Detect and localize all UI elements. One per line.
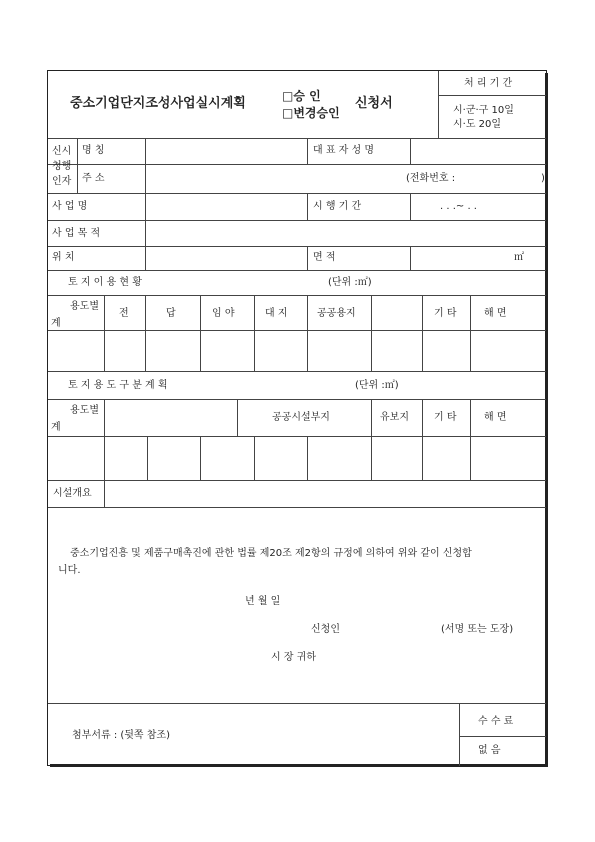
area-unit: ㎡ xyxy=(514,252,524,263)
divider xyxy=(104,295,105,371)
phone-label: (전화번호 : xyxy=(406,173,456,184)
processing-period-province: 시·도 20일 xyxy=(453,119,502,130)
divider xyxy=(422,295,423,371)
applicant-group-label: 신시 xyxy=(52,146,72,157)
divider xyxy=(438,95,546,96)
land-plan-section-title: 토 지 용 도 구 분 계 획 xyxy=(68,380,168,391)
signature-or-seal-label: (서명 또는 도장) xyxy=(441,624,514,635)
implementation-period-label: 시 행 기 간 xyxy=(313,201,362,212)
project-name-field[interactable] xyxy=(147,195,305,218)
divider xyxy=(77,138,78,193)
divider xyxy=(459,703,460,766)
land-use-column-header: 공공용지 xyxy=(317,308,356,319)
form-title-suffix: 신청서 xyxy=(355,96,393,111)
approval-checkbox-option[interactable]: □승 인 xyxy=(282,89,321,103)
divider xyxy=(422,399,423,480)
divider xyxy=(307,246,308,270)
divider xyxy=(237,399,238,436)
divider xyxy=(48,138,546,139)
application-date: 년 월 일 xyxy=(245,596,281,607)
divider xyxy=(48,371,546,372)
land-plan-column-header: 기 타 xyxy=(434,412,457,423)
divider xyxy=(200,436,201,480)
project-purpose-label: 사 업 목 적 xyxy=(52,228,101,239)
divider xyxy=(145,295,146,371)
divider xyxy=(48,507,546,508)
facility-overview-field[interactable] xyxy=(106,482,544,505)
area-label: 면 적 xyxy=(313,252,336,263)
location-field[interactable] xyxy=(147,248,305,268)
land-plan-header-top: 용도별 xyxy=(70,405,99,416)
divider xyxy=(48,193,546,194)
divider xyxy=(470,399,471,480)
address-field[interactable] xyxy=(147,166,402,191)
divider xyxy=(200,295,201,371)
company-name-field[interactable] xyxy=(147,140,305,162)
form-shadow-bottom xyxy=(50,764,548,767)
applicant-group-label: 청행 xyxy=(52,161,72,172)
representative-name-field[interactable] xyxy=(412,140,544,162)
divider xyxy=(438,71,439,138)
divider xyxy=(145,138,146,270)
land-use-column-header: 기 타 xyxy=(434,308,457,319)
divider xyxy=(48,436,546,437)
divider xyxy=(48,399,546,400)
divider xyxy=(48,330,546,331)
divider xyxy=(48,703,546,704)
fee-value: 없 음 xyxy=(478,745,501,756)
facility-overview-label: 시설개요 xyxy=(53,488,92,499)
change-approval-checkbox-option[interactable]: □변경승인 xyxy=(282,106,340,120)
divider xyxy=(307,138,308,164)
land-plan-column-header: 공공시설부지 xyxy=(272,412,330,423)
applicant-group-label: 인자 xyxy=(52,176,72,187)
land-plan-column-header: 유보지 xyxy=(380,412,409,423)
divider xyxy=(48,270,546,271)
land-use-column-header: 해 면 xyxy=(484,308,507,319)
divider xyxy=(48,480,546,481)
declaration-text-continued: 니다. xyxy=(58,565,81,576)
land-use-unit: (단위 :㎡) xyxy=(328,277,372,288)
applicant-signature-label: 신청인 xyxy=(311,624,340,635)
land-plan-unit: (단위 :㎡) xyxy=(355,380,399,391)
phone-field[interactable] xyxy=(470,166,536,191)
land-plan-header-bottom: 계 xyxy=(51,422,61,433)
land-use-header-top: 용도별 xyxy=(70,301,99,312)
divider xyxy=(307,193,308,220)
divider xyxy=(459,736,546,737)
divider xyxy=(48,164,546,165)
project-name-label: 사 업 명 xyxy=(52,201,88,212)
divider xyxy=(104,480,105,507)
declaration-text: 중소기업진흥 및 제품구매촉진에 관한 법률 제20조 제2항의 규정에 의하여 위와 같이 신청합 xyxy=(70,548,472,559)
divider xyxy=(254,295,255,371)
land-plan-column-header: 해 면 xyxy=(484,412,507,423)
land-use-header-bottom: 계 xyxy=(51,318,61,329)
representative-name-label: 대 표 자 성 명 xyxy=(313,145,375,156)
form-title: 중소기업단지조성사업실시계획 xyxy=(70,96,246,111)
fee-label: 수 수 료 xyxy=(478,716,514,727)
phone-close-paren: ) xyxy=(541,173,545,184)
processing-period-label: 처 리 기 간 xyxy=(464,78,513,89)
attachments-note: 첨부서류 : (뒷쪽 참조) xyxy=(72,730,170,741)
divider xyxy=(48,295,546,296)
divider xyxy=(410,246,411,270)
land-use-column-header: 답 xyxy=(166,308,176,319)
location-label: 위 치 xyxy=(52,252,75,263)
divider xyxy=(147,436,148,480)
divider xyxy=(307,295,308,371)
divider xyxy=(371,399,372,480)
land-use-section-title: 토 지 이 용 현 황 xyxy=(68,277,142,288)
divider xyxy=(254,436,255,480)
project-purpose-field[interactable] xyxy=(147,222,544,244)
divider xyxy=(104,399,105,480)
divider xyxy=(307,436,308,480)
divider xyxy=(410,138,411,164)
form-shadow-right xyxy=(545,73,548,767)
processing-period-city: 시·군·구 10일 xyxy=(453,105,514,116)
divider xyxy=(371,295,372,371)
land-use-column-header: 대 지 xyxy=(265,308,288,319)
divider xyxy=(410,193,411,220)
recipient-mayor: 시 장 귀하 xyxy=(271,652,316,663)
land-use-column-header: 전 xyxy=(119,308,129,319)
implementation-period-field[interactable]: . . .~ . . xyxy=(440,201,477,212)
address-label: 주 소 xyxy=(82,173,105,184)
company-name-label: 명 칭 xyxy=(82,145,105,156)
divider xyxy=(48,246,546,247)
land-use-column-header: 임 야 xyxy=(212,308,235,319)
divider xyxy=(470,295,471,371)
divider xyxy=(48,220,546,221)
